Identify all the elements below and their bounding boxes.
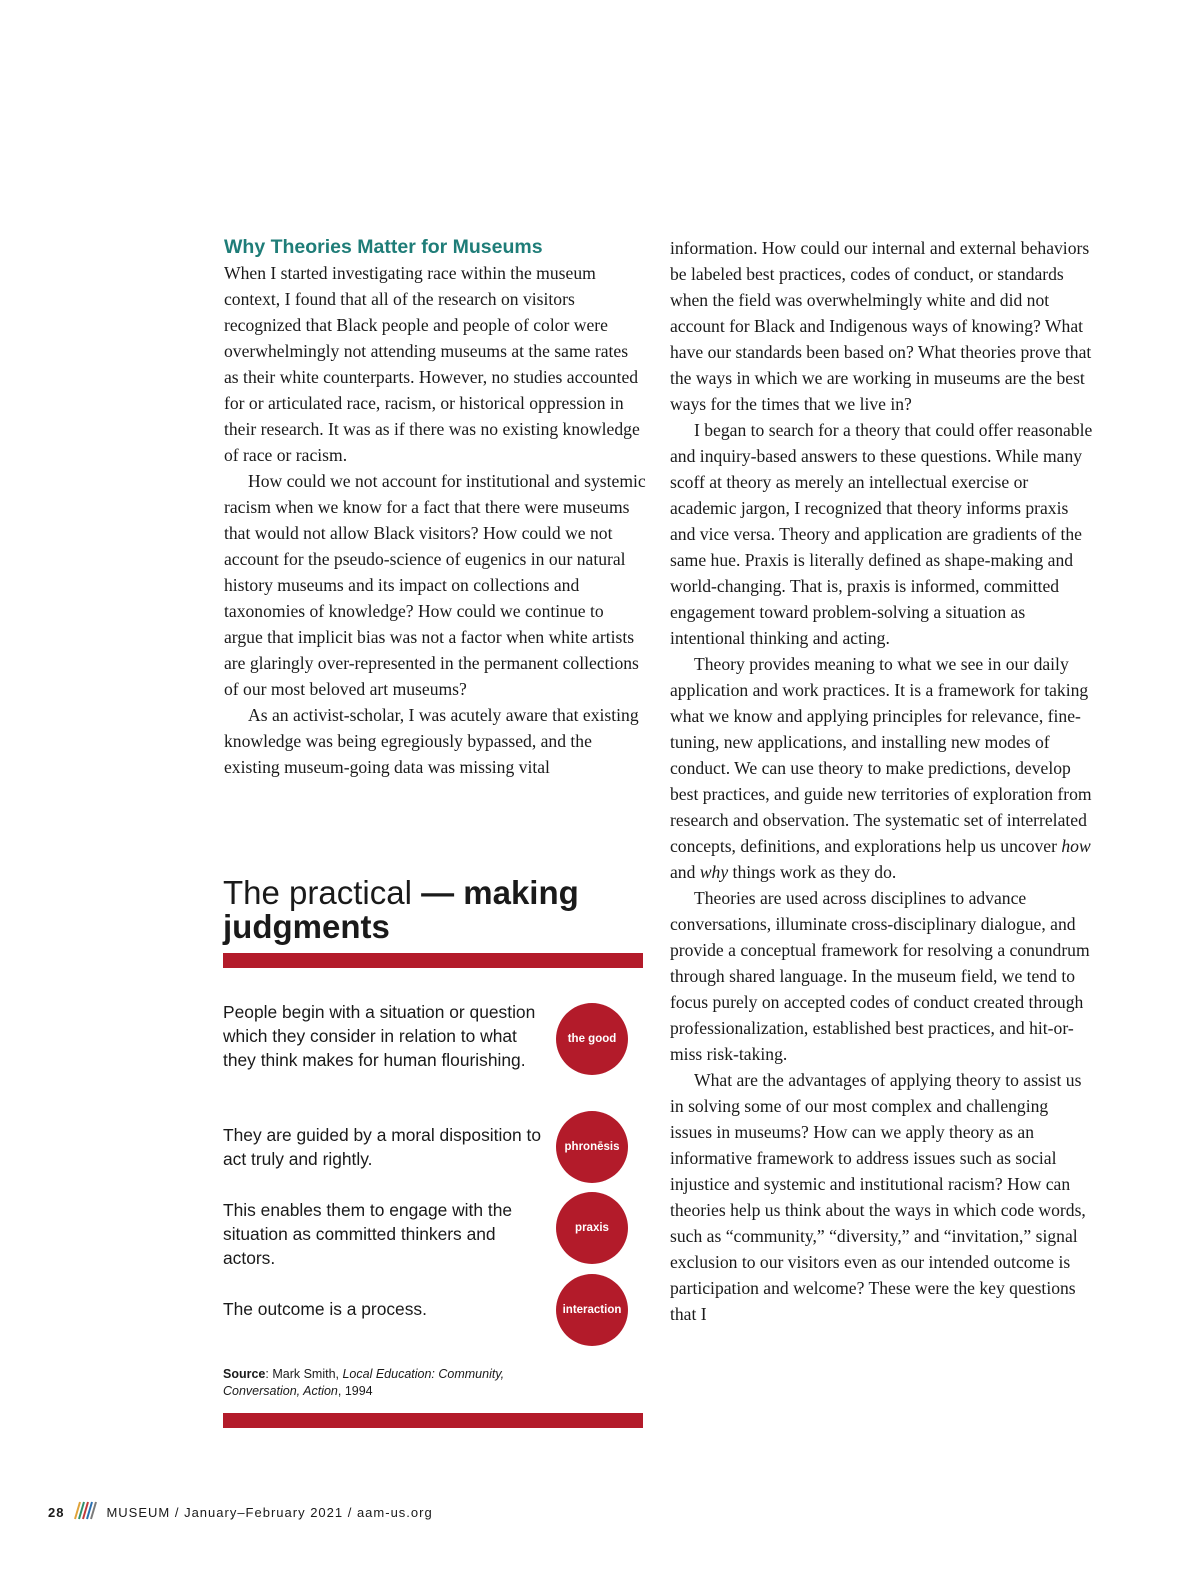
sidebar-title-light: The practical bbox=[223, 874, 422, 911]
source-year: , 1994 bbox=[337, 1384, 373, 1398]
body-paragraph: information. How could our internal and external behaviors be labeled best practices, codes of conduct, or standards when the field was overwhelmingly white and did not account for Black and Indigenous ways of knowing? What have our standards been based on? What theories prove that the ways in which we are working in museums are the best ways for the times that we live in? bbox=[670, 238, 1092, 414]
circle-praxis: praxis bbox=[556, 1192, 628, 1264]
source-title: Local Education: Community, Conversation, Action bbox=[223, 1367, 505, 1398]
right-column bbox=[670, 235, 1094, 1327]
sidebar-top-rule bbox=[223, 953, 643, 968]
body-paragraph: How could we not account for institutional and systemic racism when we know for a fact that there were museums that would not allow Black visitors? How could we not account for the pseudo-science of eugenics in our natural history museums and its impact on collections and taxonomies of knowledge? How could we continue to argue that implicit bias was not a factor when white artists are glaringly over-represented in the permanent collections of our most beloved art museums? bbox=[224, 471, 646, 699]
page-number: 28 bbox=[48, 1504, 65, 1520]
sidebar-row-text: The outcome is a process. bbox=[223, 1299, 427, 1319]
sidebar-row-text: People begin with a situation or question which they consider in relation to what they think makes for human flourishing. bbox=[223, 1002, 536, 1070]
emphasis-text: how bbox=[1061, 836, 1091, 856]
body-paragraph: What are the advantages of applying theory to assist us in solving some of our most complex and challenging issues in museums? How can we apply theory as an informative framework to address issues such as social injustice and systemic and institutional racism? How can theories help us think about the ways in which code words, such as “community,” “diversity,” and “invitation,” signal exclusion to our visitors even as our intended outcome is participation and welcome? These were the key questions that I bbox=[670, 1070, 1086, 1324]
sidebar-row-text: They are guided by a moral disposition to act truly and rightly. bbox=[223, 1125, 542, 1169]
source-text: : Mark Smith, bbox=[265, 1367, 343, 1381]
sidebar-row-text: This enables them to engage with the situation as committed thinkers and actors. bbox=[223, 1200, 513, 1268]
body-paragraph: As an activist-scholar, I was acutely aware that existing knowledge was being egregiously bypassed, and the existing museum-going data was missing vital bbox=[224, 705, 639, 777]
source-label: Source bbox=[223, 1367, 266, 1381]
source-citation bbox=[223, 1366, 553, 1400]
footer-text: MUSEUM / January–February 2021 / aam-us.org bbox=[106, 1504, 433, 1520]
body-text: Theory provides meaning to what we see in our daily application and work practices. It is a framework for taking what we know and applying principles for relevance, fine-tuning, new applications, and installing new modes of conduct. We can use theory to make predictions, develop best practices, and guide new territories of exploration from research and observation. The systematic set of interrelated concepts, definitions, and explorations help us uncover bbox=[670, 654, 1092, 856]
body-text: and bbox=[670, 862, 700, 882]
sidebar-box bbox=[223, 876, 643, 1428]
page-footer bbox=[48, 1501, 433, 1523]
aam-logo-icon bbox=[72, 1499, 98, 1526]
circle-the-good: the good bbox=[556, 1003, 628, 1075]
body-text: things work as they do. bbox=[728, 862, 897, 882]
body-paragraph bbox=[670, 651, 1094, 885]
body-paragraph: Theories are used across disciplines to advance conversations, illuminate cross-disciplinary dialogue, and provide a conceptual framework for resolving a conundrum through shared language. In the museum field, we tend to focus purely on accepted codes of conduct created through professionalization, established best practices, and hit-or-miss risk-taking. bbox=[670, 888, 1090, 1064]
sidebar-title bbox=[223, 876, 643, 944]
circle-phronesis: phronēsis bbox=[556, 1111, 628, 1183]
circle-interaction: interaction bbox=[556, 1274, 628, 1346]
body-paragraph: When I started investigating race within the museum context, I found that all of the research on visitors recognized that Black people and people of color were overwhelmingly not attending museums at the same rates as their white counterparts. However, no studies accounted for or articulated race, racism, or historical oppression in their research. It was as if there was no existing knowledge of race or racism. bbox=[224, 263, 640, 465]
emphasis-text: why bbox=[699, 862, 729, 882]
sidebar-title-bold: — making judgments bbox=[223, 874, 579, 945]
sidebar-bottom-rule bbox=[223, 1413, 643, 1428]
body-paragraph: I began to search for a theory that could offer reasonable and inquiry-based answers to these questions. While many scoff at theory as merely an intellectual exercise or academic jargon, I recognized that theory informs praxis and vice versa. Theory and application are gradients of the same hue. Praxis is literally defined as shape-making and world-changing. That is, praxis is informed, committed engagement toward problem-solving a situation as intentional thinking and acting. bbox=[670, 420, 1093, 648]
section-heading: Why Theories Matter for Museums bbox=[224, 236, 543, 258]
left-column bbox=[224, 234, 646, 780]
